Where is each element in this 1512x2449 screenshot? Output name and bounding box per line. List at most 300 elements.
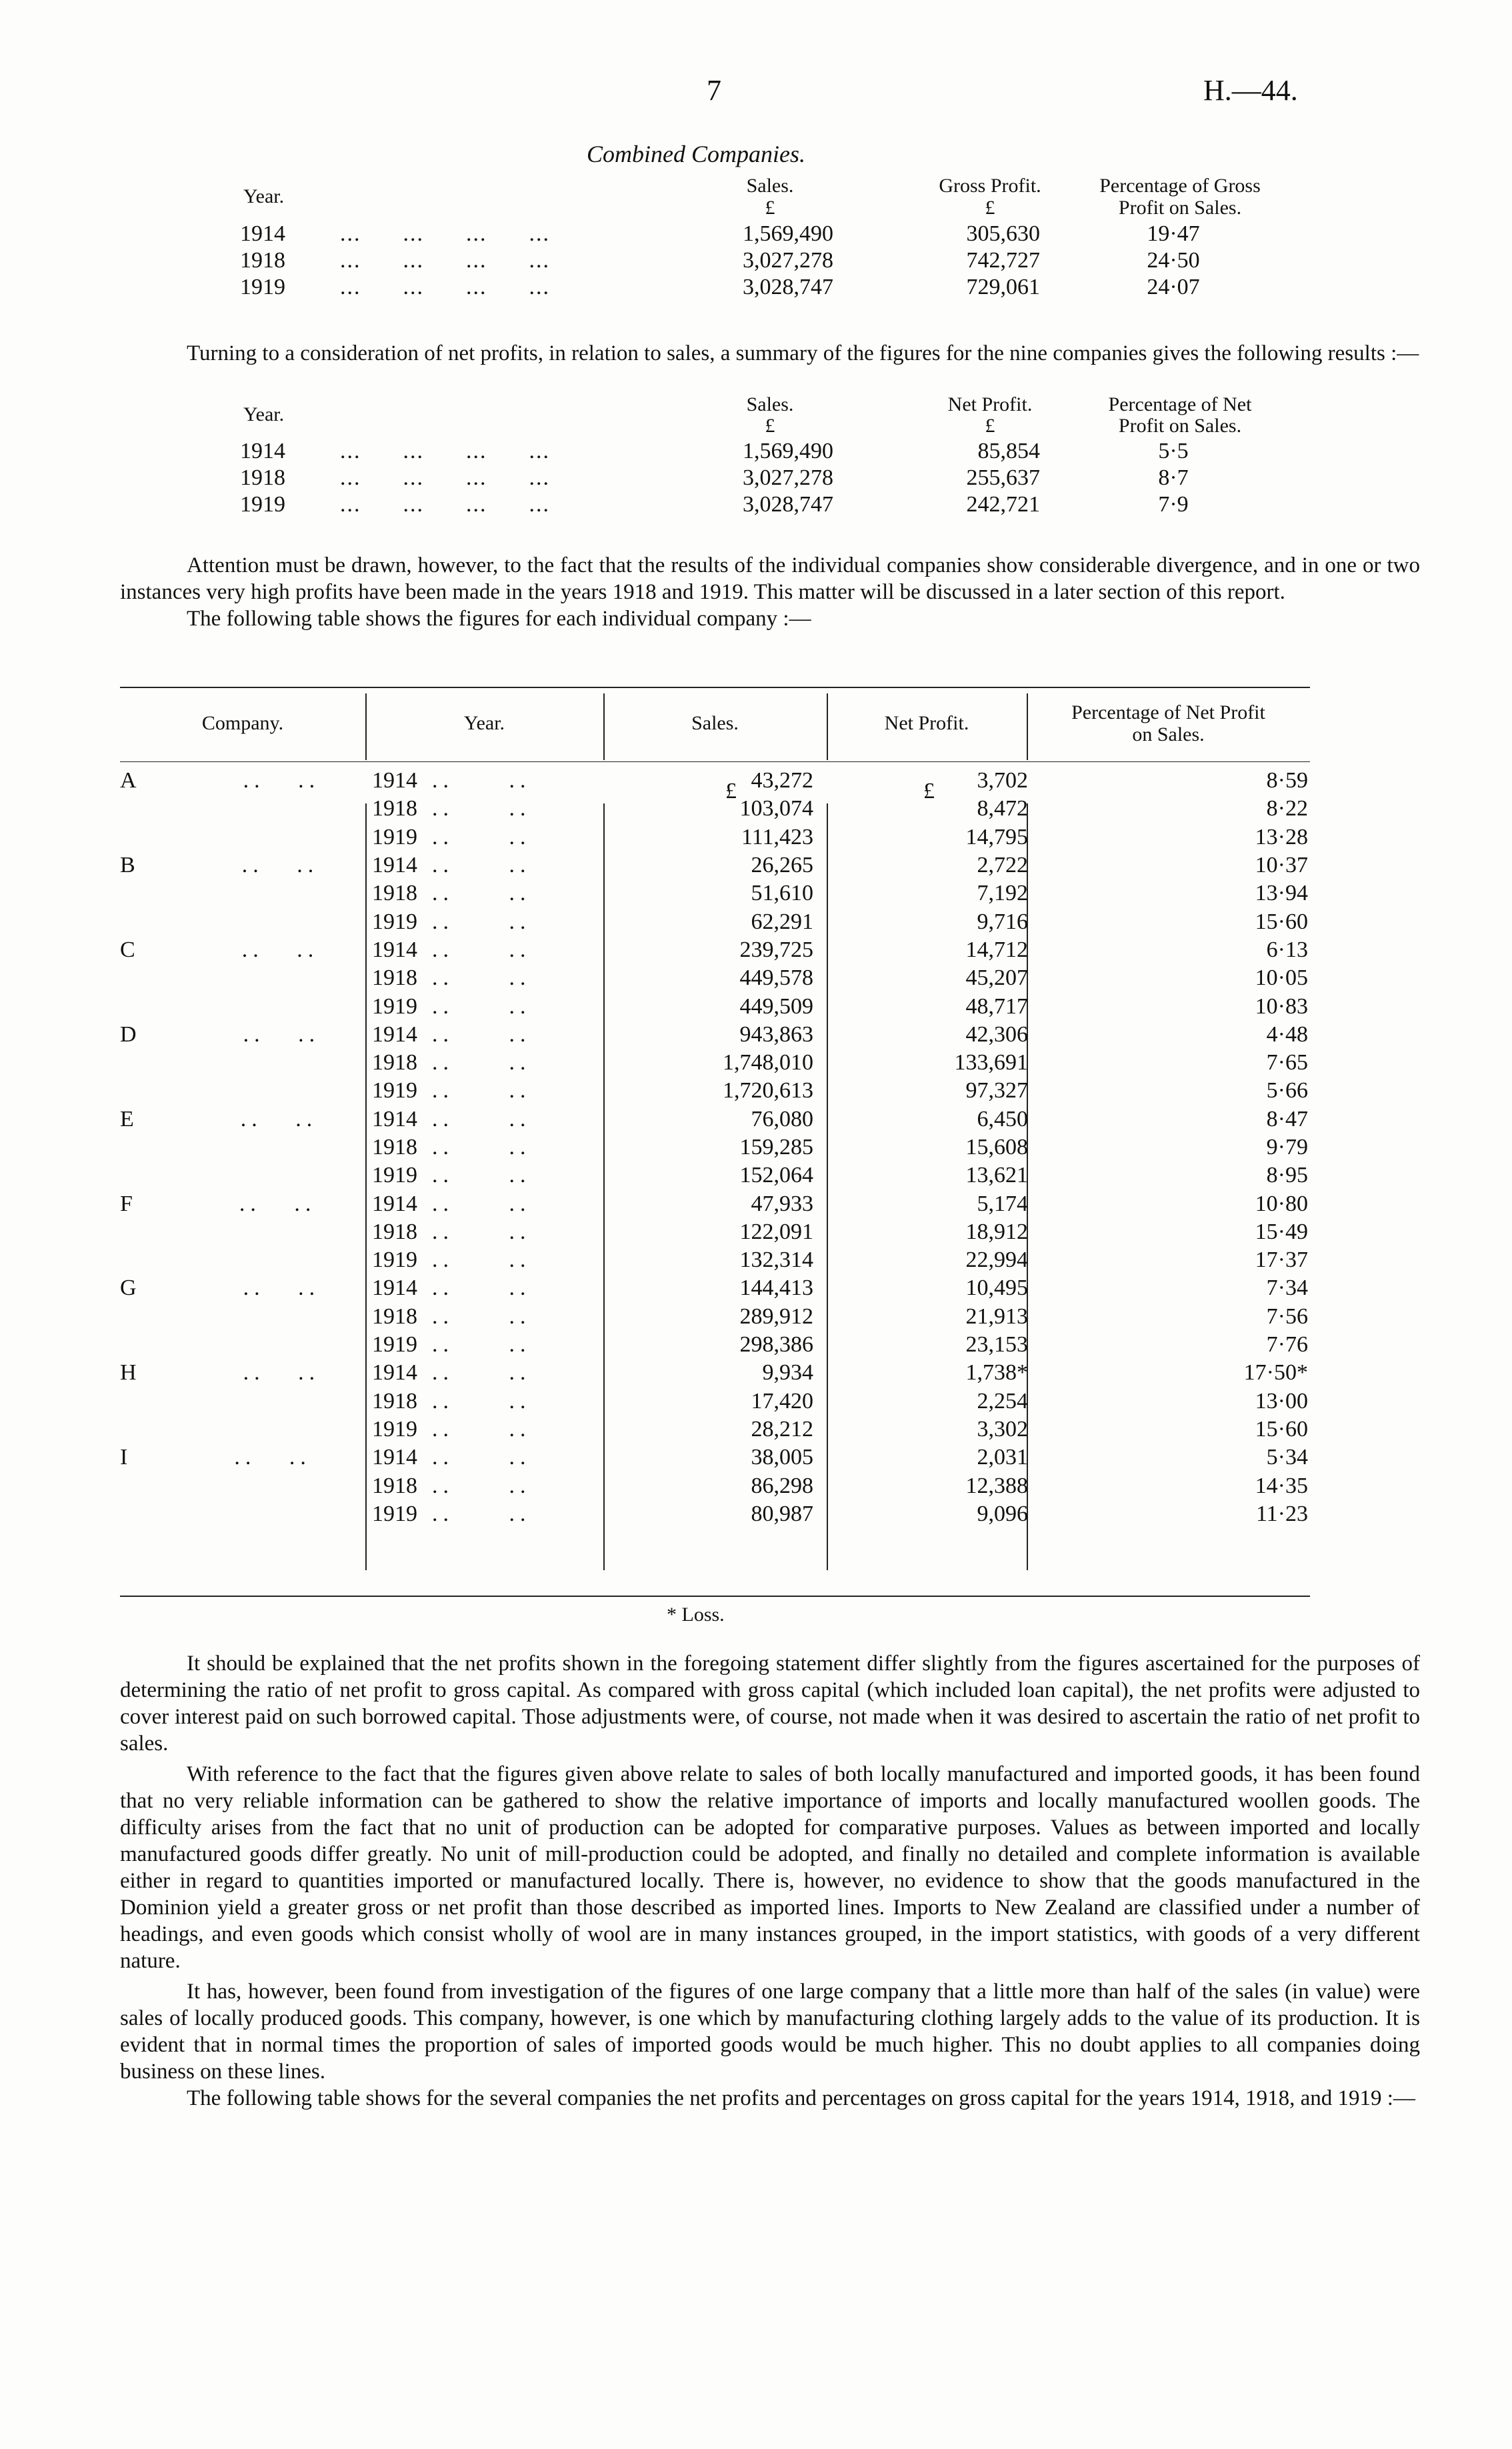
year-value: 1914 [372,937,417,962]
sales-cell: 9,934 [762,1360,813,1386]
company-cell [120,907,360,935]
attention-text: Attention must be drawn, however, to the fact that the results of the individual companies show considerable divergence, and in one or two instances very high profits have been made in the years 1918 and 1919. This matter will be discussed in a later section of this report. [120,553,1420,604]
percentage-cell: 17·37 [1255,1248,1308,1273]
leader-dots: ... ... ... ... [340,221,550,246]
net-profit-cell: 45,207 [965,965,1028,991]
leader-dots: .. .. [432,824,531,849]
percentage-cell: 7·76 [1266,1332,1308,1358]
sales-cell: 51,610 [751,881,813,906]
leader-dots: .. .. [432,1191,531,1216]
table-row [120,1246,1361,1274]
table-row [120,851,1361,879]
table-row [120,1416,1361,1444]
sales-cell: 449,578 [739,965,813,991]
leader-dots: .. .. [241,937,319,962]
year-cell [360,851,593,879]
sales-cell: 43,272 [751,768,813,793]
combined-row-pct: 24·50 [1147,248,1200,273]
company-cell [120,1218,360,1246]
paragraph: With reference to the fact that the figures given above relate to sales of both locally manufactured and imported goods, it has been found that no very reliable information can be gathered to show the relative importance of imports and locally manufactured woollen goods. The difficulty arises from the fact that no unit of production can be adopted for comparative purposes. Values as between imported and locally manufactured goods differ greatly. No unit of mill-production could be adopted, and finally no detailed and complete information is available either in regard to quantities imported or manufactured locally. There is, however, no evidence to show that the goods manufactured in the Dominion yield a greater gross or net profit than those described as imported lines. Imports to New Zealand are classified under a number of headings, and even goods which consist wholly of wool are in many instances grouped, in the import statistics, with goods of a very different nature. [120,1762,1420,1973]
sales-cell: 76,080 [751,1106,813,1131]
sales-cell: 17,420 [751,1388,813,1414]
table-row [120,964,1361,992]
net-row-pct: 7·9 [1158,492,1189,517]
company-cell [120,879,360,907]
leader-dots: .. .. [432,796,531,821]
company-letter: D [120,1021,137,1047]
leader-dots: .. .. [432,768,531,793]
net-profit-cell: 13,621 [965,1163,1028,1188]
net-profit-cell: 1,738* [965,1360,1028,1386]
percentage-cell: 8·47 [1266,1106,1308,1131]
company-letter: E [120,1106,134,1131]
year-value: 1919 [372,1416,417,1442]
year-cell [360,767,593,795]
combined-pct-header-1: Percentage of Gross [1099,175,1261,197]
sales-cell: 152,064 [739,1163,813,1188]
following-line: The following table shows the figures for each individual company :— [187,607,811,631]
combined-sales-header: Sales. [746,175,794,197]
net-profit-cell: 14,712 [965,937,1028,962]
year-cell [360,1049,593,1077]
percentage-cell: 8·59 [1266,768,1308,793]
net-row-profit: 255,637 [966,465,1040,490]
company-cell [120,1021,360,1049]
percentage-cell: 13·28 [1255,824,1308,849]
combined-year-header: Year. [243,185,285,207]
table-row [120,795,1361,823]
table-row [120,1359,1361,1387]
net-pct-header-1: Percentage of Net [1108,393,1252,415]
percentage-cell: 13·94 [1255,881,1308,906]
sales-cell: 38,005 [751,1445,813,1470]
combined-caption: Combined Companies. [587,141,805,167]
table-row [120,936,1361,964]
table-row [120,1218,1361,1246]
sales-cell: 239,725 [739,937,813,962]
percentage-cell: 7·56 [1266,1304,1308,1329]
net-row-sales: 3,027,278 [743,465,833,490]
net-profit-cell: 6,450 [977,1106,1028,1131]
year-value: 1914 [372,768,417,793]
table-bottom-rule [120,1596,1310,1597]
leader-dots: .. .. [432,1078,531,1103]
leader-dots: .. .. [240,1106,318,1131]
leader-dots: .. .. [432,1304,531,1329]
year-cell [360,823,593,851]
year-cell [360,1331,593,1359]
year-value: 1919 [372,824,417,849]
year-cell [360,1077,593,1105]
percentage-cell: 8·95 [1266,1163,1308,1188]
table-row [120,1331,1361,1359]
year-cell [360,1500,593,1528]
year-cell [360,879,593,907]
leader-dots: ... ... ... ... [340,275,550,299]
percentage-cell: 7·34 [1266,1276,1308,1301]
leader-dots: .. .. [432,1388,531,1414]
year-cell [360,964,593,992]
table-row [120,1161,1361,1189]
leader-dots: ... ... ... ... [340,439,550,463]
page-number: 7 [707,74,721,107]
company-cell [120,964,360,992]
leader-dots: ... ... ... ... [340,465,550,490]
year-value: 1918 [372,1219,417,1244]
sales-cell: 298,386 [739,1332,813,1358]
leader-dots: .. .. [432,1219,531,1244]
leader-dots: .. .. [432,909,531,934]
leader-dots: .. .. [243,1276,321,1301]
net-row-pct: 8·7 [1158,465,1189,490]
percentage-cell: 4·48 [1266,1021,1308,1047]
year-cell [360,1359,593,1387]
net-profit-cell: 42,306 [965,1021,1028,1047]
company-cell [120,1303,360,1331]
table-row [120,992,1361,1020]
sales-cell: 132,314 [739,1248,813,1273]
percentage-cell: 7·65 [1266,1050,1308,1075]
company-cell [120,1161,360,1189]
company-cell [120,1077,360,1105]
net-profit-cell: 97,327 [965,1078,1028,1103]
net-intro-text: Turning to a consideration of net profits, in relation to sales, a summary of the figures for the nine companies gives the following results :— [187,341,1419,365]
company-letter: G [120,1276,137,1301]
year-value: 1919 [372,1332,417,1358]
table-row [120,907,1361,935]
table-row [120,1049,1361,1077]
leader-dots: .. .. [234,1445,311,1470]
company-cell [120,1444,360,1472]
net-row-profit: 85,854 [977,439,1040,463]
net-row-pct: 5·5 [1158,439,1189,463]
attention-paragraph [120,552,1420,632]
table-top-rule [120,687,1310,688]
company-cell [120,936,360,964]
net-profit-cell: 23,153 [965,1332,1028,1358]
company-table [120,767,1361,1528]
year-value: 1918 [372,1050,417,1075]
combined-gross-unit: £ [985,197,995,219]
combined-row-year: 1918 [240,248,285,273]
sales-cell: 1,748,010 [723,1050,813,1075]
net-profit-cell: 21,913 [965,1304,1028,1329]
sales-cell: 28,212 [751,1416,813,1442]
table-row [120,1303,1361,1331]
net-profit-cell: 133,691 [954,1050,1028,1075]
net-profit-cell: 14,795 [965,824,1028,849]
sales-cell: 122,091 [739,1219,813,1244]
year-cell [360,1189,593,1217]
company-column-header: Company. [201,712,284,734]
year-value: 1914 [372,1106,417,1131]
sales-cell: 289,912 [739,1304,813,1329]
leader-dots: .. .. [432,937,531,962]
year-cell [360,1303,593,1331]
company-letter: I [120,1445,128,1470]
leader-dots: .. .. [432,853,531,878]
combined-row-sales: 3,027,278 [743,248,833,273]
net-profit-cell: 2,031 [977,1445,1028,1470]
combined-row-gross: 742,727 [966,248,1040,273]
year-value: 1919 [372,1501,417,1526]
year-cell [360,1218,593,1246]
year-value: 1918 [372,965,417,991]
net-unit: £ [923,779,935,803]
leader-dots: .. .. [432,1445,531,1470]
net-profit-cell: 18,912 [965,1219,1028,1244]
net-pct-header-2: Profit on Sales. [1118,415,1242,437]
leader-dots: .. .. [243,1021,321,1047]
company-letter: C [120,937,135,962]
combined-gross-header: Gross Profit. [939,175,1041,197]
net-row-year: 1918 [240,465,285,490]
year-column-header: Year. [463,712,505,734]
sales-column-header: Sales. [691,712,739,734]
percentage-cell: 13·00 [1255,1388,1308,1414]
year-cell [360,1105,593,1133]
net-profit-cell: 12,388 [965,1473,1028,1498]
paragraph: It has, however, been found from investigation of the figures of one large company that a little more than half of the sales (in value) were sales of locally produced goods. This company, however, is one which by manufacturing clothing largely adds to the value of its production. It is evident that in normal times the proportion of sales of imported goods would be much higher. This no doubt applies to all companies doing business on these lines. [120,1980,1420,2084]
company-cell [120,1105,360,1133]
company-letter: H [120,1360,137,1386]
year-cell [360,1161,593,1189]
leader-dots: ... ... ... ... [340,248,550,273]
body-paragraphs [120,1650,1420,2112]
net-profit-cell: 22,994 [965,1248,1028,1273]
leader-dots: ... ... ... ... [340,492,550,517]
net-row-year: 1919 [240,492,285,517]
year-value: 1919 [372,1163,417,1188]
net-profit-cell: 9,716 [977,909,1028,934]
combined-row-pct: 19·47 [1147,221,1200,246]
percentage-cell: 14·35 [1255,1473,1308,1498]
year-cell [360,1133,593,1161]
combined-row-gross: 305,630 [966,221,1040,246]
percentage-cell: 11·23 [1255,1501,1308,1526]
net-profit-cell: 7,192 [977,881,1028,906]
percentage-cell: 10·05 [1255,965,1308,991]
year-value: 1918 [372,1304,417,1329]
leader-dots: .. .. [432,965,531,991]
percentage-cell: 8·22 [1266,796,1308,821]
company-cell [120,1359,360,1387]
table-row [120,1274,1361,1302]
year-value: 1919 [372,1248,417,1273]
company-cell [120,1189,360,1217]
company-cell [120,851,360,879]
company-cell [120,992,360,1020]
pct-column-header-2: on Sales. [1132,723,1205,745]
company-cell [120,823,360,851]
year-value: 1914 [372,1445,417,1470]
year-cell [360,1472,593,1500]
percentage-cell: 15·49 [1255,1219,1308,1244]
company-cell [120,1388,360,1416]
net-profit-cell: 15,608 [965,1135,1028,1159]
company-letter: B [120,853,135,878]
net-profit-cell: 5,174 [977,1191,1028,1216]
net-intro-paragraph [120,340,1420,367]
year-cell [360,1388,593,1416]
combined-row-sales: 1,569,490 [743,221,833,246]
year-cell [360,1246,593,1274]
leader-dots: .. .. [432,1332,531,1358]
table-row [120,1105,1361,1133]
sales-cell: 943,863 [739,1021,813,1047]
pct-column-header-1: Percentage of Net Profit [1071,701,1265,723]
percentage-cell: 9·79 [1266,1135,1308,1159]
company-cell [120,1274,360,1302]
percentage-cell: 15·60 [1255,909,1308,934]
paragraph: It should be explained that the net profits shown in the foregoing statement differ slightly from the figures ascertained for the purposes of determining the ratio of net profit to gross capital. As compared with gross capital (which included loan capital), the net profits were adjusted to cover interest paid on such borrowed capital. Those adjustments were, of course, not made when it was desired to ascertain the ratio of net profit to sales. [120,1652,1420,1756]
leader-dots: .. .. [243,1360,321,1386]
net-profit-cell: 9,096 [977,1501,1028,1526]
year-value: 1914 [372,1276,417,1301]
table-row [120,767,1361,795]
sales-cell: 111,423 [741,824,813,849]
net-profit-header: Net Profit. [947,393,1033,415]
leader-dots: .. .. [432,1473,531,1498]
leader-dots: .. .. [432,1360,531,1386]
percentage-cell: 10·80 [1255,1191,1308,1216]
year-cell [360,1021,593,1049]
year-cell [360,1416,593,1444]
sales-cell: 47,933 [751,1191,813,1216]
paragraph: The following table shows for the several companies the net profits and percentages on gross capital for the years 1914, 1918, and 1919 :— [187,2086,1415,2110]
leader-dots: .. .. [432,1106,531,1131]
year-cell [360,1444,593,1472]
leader-dots: .. .. [432,1135,531,1159]
sales-cell: 103,074 [739,796,813,821]
year-value: 1918 [372,1135,417,1159]
sales-cell: 26,265 [751,853,813,878]
leader-dots: .. .. [432,1050,531,1075]
company-cell [120,767,360,795]
net-profit-cell: 10,495 [965,1276,1028,1301]
document-reference: H.—44. [1203,74,1298,107]
net-profit-cell: 2,722 [977,853,1028,878]
table-row [120,1444,1361,1472]
net-sales-unit: £ [765,415,775,437]
leader-dots: .. .. [432,1021,531,1047]
leader-dots: .. .. [239,1191,317,1216]
company-cell [120,1049,360,1077]
net-profit-cell: 3,302 [977,1416,1028,1442]
company-cell [120,1246,360,1274]
leader-dots: .. .. [241,853,319,878]
net-profit-cell: 8,472 [977,796,1028,821]
leader-dots: .. .. [432,1276,531,1301]
year-value: 1914 [372,1191,417,1216]
combined-row-gross: 729,061 [966,275,1040,299]
combined-pct-header-2: Profit on Sales. [1118,197,1242,219]
leader-dots: .. .. [432,1416,531,1442]
net-year-header: Year. [243,403,285,425]
combined-row-year: 1919 [240,275,285,299]
company-cell [120,1416,360,1444]
sales-cell: 80,987 [751,1501,813,1526]
year-cell [360,907,593,935]
table-row [120,1472,1361,1500]
combined-sales-unit: £ [765,197,775,219]
table-row [120,1189,1361,1217]
table-row [120,823,1361,851]
leader-dots: .. .. [432,1501,531,1526]
company-cell [120,1133,360,1161]
combined-row-year: 1914 [240,221,285,246]
percentage-cell: 5·34 [1266,1445,1308,1470]
year-value: 1918 [372,796,417,821]
sales-cell: 1,720,613 [723,1078,813,1103]
year-cell [360,992,593,1020]
percentage-cell: 10·83 [1255,993,1308,1019]
table-row [120,1077,1361,1105]
company-cell [120,795,360,823]
year-cell [360,936,593,964]
net-row-year: 1914 [240,439,285,463]
table-row [120,1021,1361,1049]
sales-unit: £ [725,779,737,803]
percentage-cell: 17·50* [1243,1360,1308,1386]
year-value: 1914 [372,1021,417,1047]
sales-cell: 144,413 [739,1276,813,1301]
leader-dots: .. .. [432,993,531,1019]
net-row-sales: 3,028,747 [743,492,833,517]
net-profit-column-header: Net Profit. [884,712,969,734]
net-profit-cell: 2,254 [977,1388,1028,1414]
year-value: 1918 [372,1473,417,1498]
net-profit-unit: £ [985,415,995,437]
company-letter: F [120,1191,133,1216]
percentage-cell: 5·66 [1266,1078,1308,1103]
net-row-profit: 242,721 [966,492,1040,517]
sales-cell: 159,285 [739,1135,813,1159]
percentage-cell: 15·60 [1255,1416,1308,1442]
net-profit-cell: 48,717 [965,993,1028,1019]
year-cell [360,1274,593,1302]
sales-cell: 86,298 [751,1473,813,1498]
net-sales-header: Sales. [746,393,794,415]
year-value: 1919 [372,909,417,934]
year-value: 1918 [372,881,417,906]
table-header-rule [120,761,1310,762]
combined-row-sales: 3,028,747 [743,275,833,299]
year-value: 1914 [372,1360,417,1386]
percentage-cell: 6·13 [1266,937,1308,962]
sales-cell: 449,509 [739,993,813,1019]
table-row [120,1388,1361,1416]
company-cell [120,1472,360,1500]
table-row [120,1133,1361,1161]
net-profit-cell: 3,702 [977,768,1028,793]
year-value: 1919 [372,993,417,1019]
combined-row-pct: 24·07 [1147,275,1200,299]
sales-cell: 62,291 [751,909,813,934]
leader-dots: .. .. [432,1248,531,1273]
leader-dots: .. .. [432,1163,531,1188]
leader-dots: .. .. [243,768,321,793]
company-cell [120,1500,360,1528]
year-value: 1919 [372,1078,417,1103]
table-row [120,879,1361,907]
footnote: * Loss. [667,1604,725,1626]
year-value: 1914 [372,853,417,878]
company-cell [120,1331,360,1359]
company-letter: A [120,768,137,793]
table-row [120,1500,1361,1528]
year-cell [360,795,593,823]
